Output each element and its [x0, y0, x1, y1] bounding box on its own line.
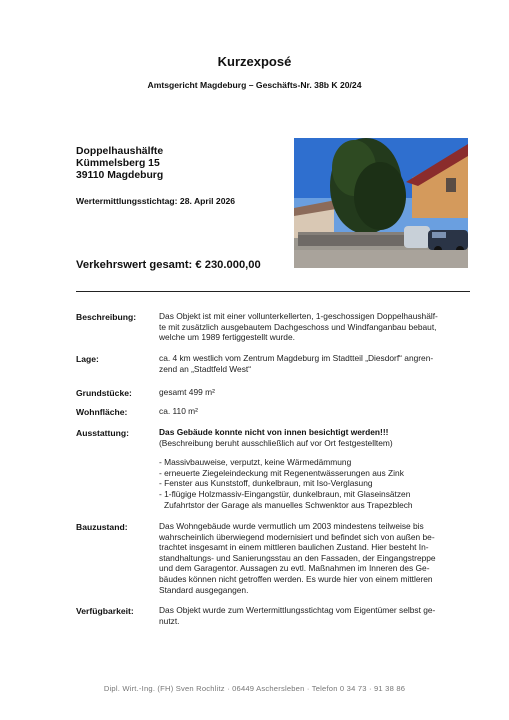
ausstattung-list — [159, 457, 471, 510]
label-beschreibung: Beschreibung: — [76, 312, 137, 322]
label-bauzustand: Bauzustand: — [76, 522, 128, 532]
text-lage: ca. 4 km westlich vom Zentrum Magdeburg im Stadtteil „Diesdorf“ angren- zend an „Stadtfeld West“ — [159, 353, 434, 374]
list-item: - Fenster aus Kunststoff, dunkelbraun, mit Iso-Verglasung — [159, 478, 373, 489]
property-type: Doppelhaushälfte — [76, 146, 164, 157]
valuation-date: Wertermittlungsstichtag: 28. April 2026 — [76, 196, 236, 206]
market-value: Verkehrswert gesamt: € 230.000,00 — [76, 259, 261, 271]
label-lage: Lage: — [76, 354, 99, 364]
text-wohnflaeche: ca. 110 m² — [159, 406, 198, 416]
label-grundstuecke: Grundstücke: — [76, 388, 132, 398]
text-beschreibung: Das Objekt ist mit einer vollunterkellerten, 1-geschossigen Doppelhaushälf- te mit zusätzlich ausgebautem Dachgeschoss und Windfanganbau bebaut, welche um 1989 fertiggestellt wurde. — [159, 311, 438, 343]
label-verfuegbarkeit: Verfügbarkeit: — [76, 606, 134, 616]
property-photo — [294, 138, 468, 268]
label-wohnflaeche: Wohnfläche: — [76, 407, 128, 417]
text-grundstuecke: gesamt 499 m² — [159, 387, 215, 397]
list-item: - 1-flügige Holzmassiv-Eingangstür, dunkelbraun, mit Glaseinsätzen — [159, 488, 411, 499]
court-reference: Amtsgericht Magdeburg – Geschäfts-Nr. 38b K 20/24 — [147, 80, 362, 90]
list-item: - Massivbauweise, verputzt, keine Wärmedämmung — [159, 457, 352, 468]
property-city: 39110 Magdeburg — [76, 170, 164, 181]
ausstattung-note: (Beschreibung beruht ausschließlich auf vor Ort festgestelltem) — [159, 437, 393, 448]
ausstattung-heading: Das Gebäude konnte nicht von innen besichtigt werden!!! — [159, 427, 389, 437]
list-item: Zufahrtstor der Garage als manuelles Schwenktor aus Trapezblech — [164, 499, 413, 510]
list-item: - erneuerte Ziegeleindeckung mit Regenentwässerungen aus Zink — [159, 467, 404, 478]
label-ausstattung: Ausstattung: — [76, 428, 129, 438]
property-street: Kümmelsberg 15 — [76, 158, 160, 169]
text-ausstattung — [159, 427, 471, 510]
footer-contact: Dipl. Wirt.-Ing. (FH) Sven Rochlitz · 06449 Aschersleben · Telefon 0 34 73 · 91 38 86 — [103, 684, 406, 693]
text-bauzustand: Das Wohngebäude wurde vermutlich um 2003 mindestens teilweise bis wahrscheinlich überwiegend modernisiert und befindet sich von außen be- trachtet insgesamt in einem mittleren baulichen Zustand. Hier besteht In- standhaltungs- und Sanierungsstau an den Fassaden, der Eingangstreppe und dem Garagentor. Aussagen zu evtl. Maßnahmen im Inneren des Ge- bäudes können nicht getroffen werden. Es wurde hier von einem mittleren Standard ausgegangen. — [159, 521, 436, 595]
text-verfuegbarkeit: Das Objekt wurde zum Wertermittlungsstichtag vom Eigentümer selbst ge- nutzt. — [159, 605, 436, 626]
page-title: Kurzexposé — [217, 54, 292, 69]
divider — [76, 291, 470, 292]
